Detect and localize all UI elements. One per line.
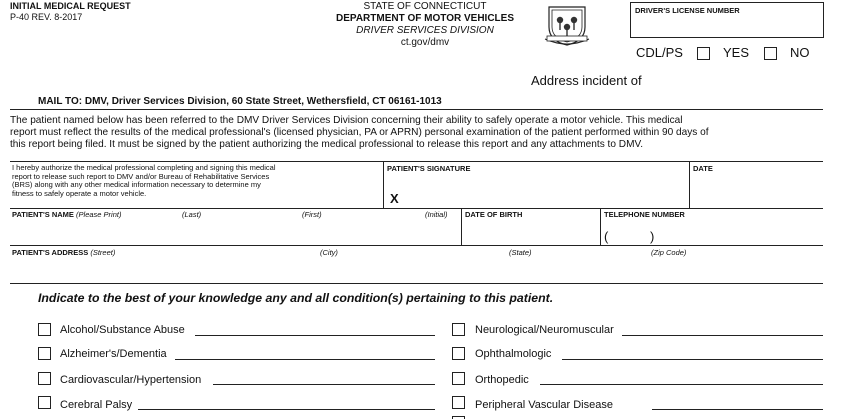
condition-label: Cardiovascular/Hypertension	[60, 374, 202, 386]
row-border	[10, 283, 823, 284]
address-incident-label: Address incident of	[531, 73, 642, 88]
state-seal-icon	[543, 3, 591, 52]
condition-detail-line[interactable]	[652, 409, 823, 410]
form-title: INITIAL MEDICAL REQUEST	[10, 1, 131, 11]
city-hint: (City)	[320, 248, 338, 257]
patient-name-field[interactable]	[12, 220, 459, 244]
state-hint: (State)	[509, 248, 532, 257]
intro-line: report must reflect the results of the medical professional's (licensed physician, PA or APRN) personal examination of the patient performed within 90 days of	[10, 127, 709, 138]
agency-block	[300, 1, 550, 49]
condition-checkbox[interactable]	[38, 396, 51, 409]
zip-hint: (Zip Code)	[651, 248, 687, 257]
cdl-no-checkbox[interactable]	[764, 47, 777, 60]
condition-detail-line[interactable]	[213, 384, 435, 385]
auth-line: report to release such report to DMV and/or Bureau of Rehabilitative Services	[12, 171, 270, 181]
table-top-border	[10, 161, 823, 162]
street-hint: (Street)	[90, 248, 116, 257]
condition-checkbox[interactable]	[452, 372, 465, 385]
signature-label: PATIENT'S SIGNATURE	[387, 164, 471, 173]
condition-label: Alzheimer's/Dementia	[60, 348, 167, 360]
phone-paren-close: )	[650, 229, 655, 244]
department-name: DEPARTMENT OF MOTOR VEHICLES	[336, 13, 514, 24]
condition-checkbox[interactable]	[38, 347, 51, 360]
first-name-hint: (First)	[302, 210, 322, 219]
condition-checkbox[interactable]	[38, 372, 51, 385]
condition-checkbox[interactable]	[452, 347, 465, 360]
dob-field[interactable]	[464, 220, 598, 244]
phone-field[interactable]	[603, 220, 821, 244]
initial-hint: (Initial)	[425, 210, 448, 219]
website: ct.gov/dmv	[400, 37, 450, 48]
cdl-no-label: NO	[790, 45, 810, 60]
condition-detail-line[interactable]	[175, 359, 435, 360]
license-label: DRIVER'S LICENSE NUMBER	[635, 6, 740, 15]
auth-line: (BRS) along with any other medical information necessary to determine my	[12, 180, 261, 190]
condition-label: Orthopedic	[475, 374, 529, 386]
condition-label: Alcohol/Substance Abuse	[60, 324, 185, 336]
address-label-row	[12, 248, 115, 257]
date-label: DATE	[693, 164, 713, 173]
conditions-heading: Indicate to the best of your knowledge any and all condition(s) pertaining to this patient.	[38, 291, 554, 305]
signature-mark: X	[390, 191, 399, 206]
condition-checkbox[interactable]	[452, 323, 465, 336]
date-field[interactable]	[692, 174, 820, 206]
condition-checkbox[interactable]	[38, 323, 51, 336]
auth-line: I hereby authorize the medical professional completing and signing this medical	[12, 163, 276, 172]
row-border	[10, 208, 823, 209]
condition-detail-line[interactable]	[622, 335, 823, 336]
drivers-license-box[interactable]	[630, 2, 824, 38]
condition-checkbox[interactable]	[452, 396, 465, 409]
condition-label: Peripheral Vascular Disease	[475, 399, 613, 411]
name-hint: (Please Print)	[76, 210, 122, 219]
intro-line: this report being filed. It must be signed by the patient authorizing the medical professional to release this report and any attachments to DMV.	[10, 139, 644, 150]
patient-address-field[interactable]	[12, 258, 822, 282]
condition-label: Ophthalmologic	[475, 348, 552, 360]
cdl-label: CDL/PS	[636, 45, 683, 60]
condition-label: Neurological/Neuromuscular	[475, 324, 614, 336]
cdl-yes-label: YES	[723, 45, 750, 60]
mail-to: MAIL TO: DMV, Driver Services Division, 60 State Street, Wethersfield, CT 06161-1013	[38, 96, 442, 107]
state-name: STATE OF CONNECTICUT	[363, 1, 487, 12]
condition-detail-line[interactable]	[562, 359, 823, 360]
cell-divider	[461, 208, 462, 245]
dob-label: DATE OF BIRTH	[465, 210, 523, 219]
authorization-text	[12, 164, 382, 198]
division-name: DRIVER SERVICES DIVISION	[356, 25, 494, 36]
condition-detail-line[interactable]	[195, 335, 435, 336]
intro-paragraph	[10, 115, 830, 151]
phone-paren-open: (	[604, 229, 609, 244]
name-label-row	[12, 210, 121, 219]
address-label: PATIENT'S ADDRESS	[12, 248, 89, 257]
condition-detail-line[interactable]	[138, 409, 435, 410]
intro-line: The patient named below has been referred to the DMV Driver Services Division concerning their ability to safely operate a motor vehicle. This medical	[10, 115, 683, 126]
last-name-hint: (Last)	[182, 210, 202, 219]
condition-detail-line[interactable]	[540, 384, 823, 385]
condition-label: Cerebral Palsy	[60, 399, 133, 411]
signature-field[interactable]	[400, 172, 686, 206]
name-label: PATIENT'S NAME	[12, 210, 74, 219]
form-revision: P-40 REV. 8-2017	[10, 12, 83, 22]
cell-divider	[600, 208, 601, 245]
divider	[10, 109, 823, 110]
phone-label: TELEPHONE NUMBER	[604, 210, 685, 219]
auth-line: fitness to safely operate a motor vehicle.	[12, 188, 147, 198]
row-border	[10, 245, 823, 246]
cdl-yes-checkbox[interactable]	[697, 47, 710, 60]
cell-divider	[689, 161, 690, 208]
cell-divider	[383, 161, 384, 208]
